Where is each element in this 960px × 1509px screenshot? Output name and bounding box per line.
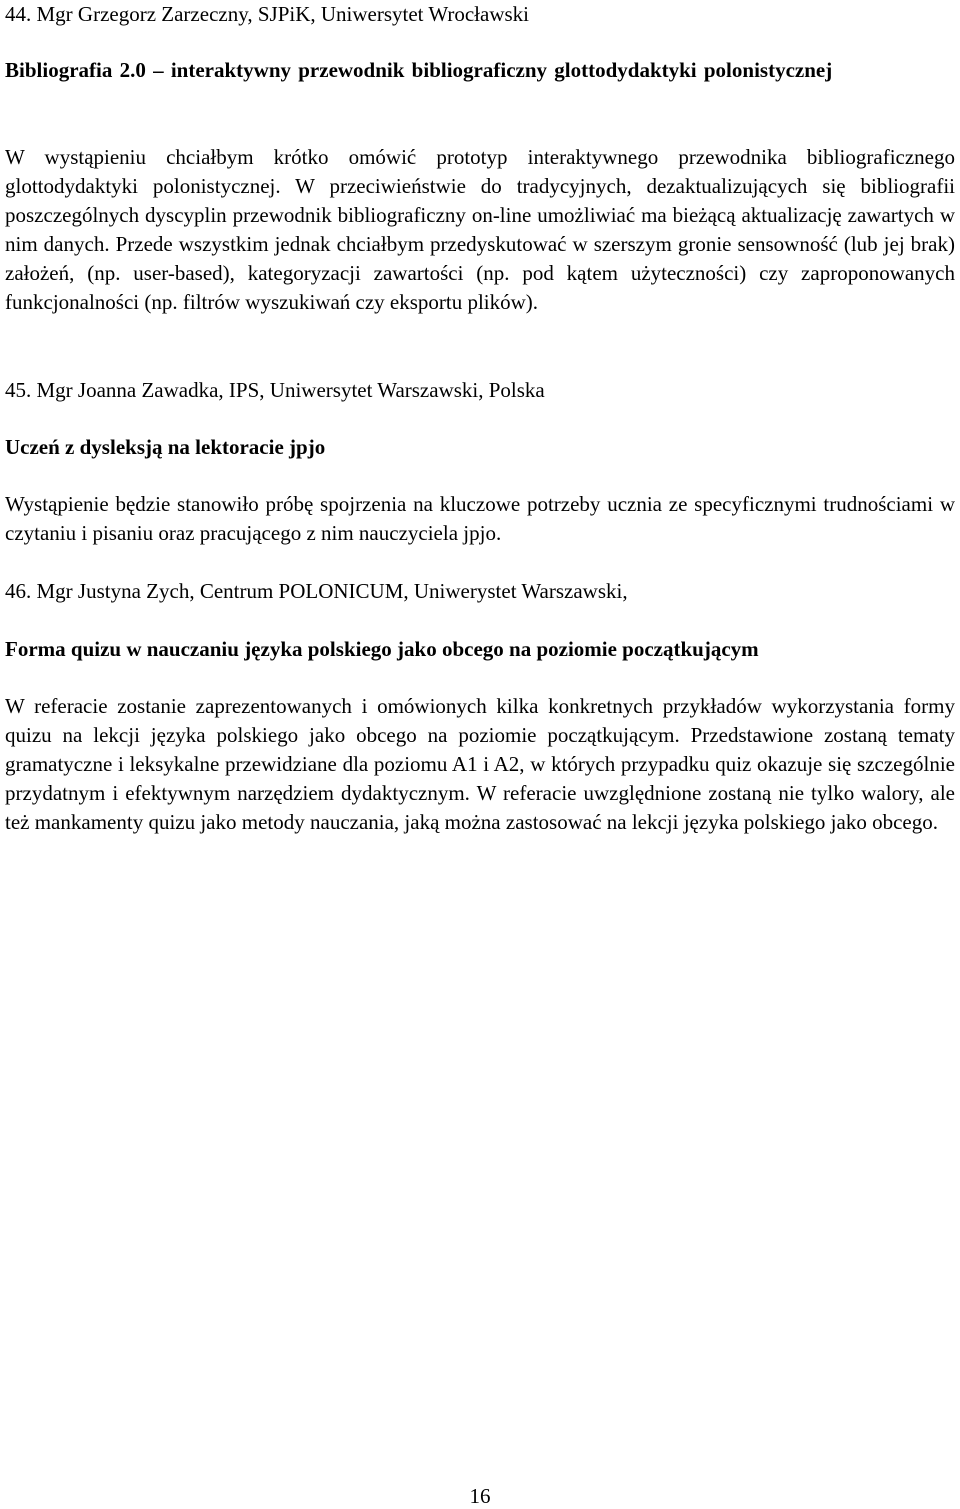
entry-44-author: 44. Mgr Grzegorz Zarzeczny, SJPiK, Uniwersytet Wrocławski [5, 2, 530, 26]
page-number: 16 [469, 1484, 491, 1508]
entry-44-title: Bibliografia 2.0 – interaktywny przewodnik bibliograficzny glottodydaktyki polonistycznej [5, 58, 833, 82]
entry-46-title: Forma quizu w nauczaniu języka polskiego jako obcego na poziomie początkującym [5, 637, 759, 661]
entry-45-author: 45. Mgr Joanna Zawadka, IPS, Uniwersytet Warszawski, Polska [5, 378, 545, 402]
entry-44-abstract: W wystąpieniu chciałbym krótko omówić prototyp interaktywnego przewodnika bibliograficznego glottodydaktyki polonistycznej. W przeciwieństwie do tradycyjnych, dezaktualizujących się bibliografii poszczególnych dyscyplin przewodnik bibliograficzny on-line umożliwiać ma bieżącą aktualizację zawartych w nim danych. Przede wszystkim jednak chciałbym przedyskutować w szerszym gronie sensowność (lub jej brak) założeń, (np. user-based), kategoryzacji zawartości (np. pod kątem użyteczności) czy zaproponowanych funkcjonalności (np. filtrów wyszukiwań czy eksportu plików). [5, 145, 955, 314]
entry-45-abstract: Wystąpienie będzie stanowiło próbę spojrzenia na kluczowe potrzeby ucznia ze specyficznymi trudnościami w czytaniu i pisaniu oraz pracującego z nim nauczyciela jpjo. [5, 492, 955, 545]
entry-46-abstract: W referacie zostanie zaprezentowanych i omówionych kilka konkretnych przykładów wykorzystania formy quizu na lekcji języka polskiego jako obcego na poziomie początkującym. Przedstawione zostaną tematy gramatyczne i leksykalne przewidziane dla poziomu A1 i A2, w których przypadku quiz okazuje się szczególnie przydatnym i efektywnym narzędziem dydaktycznym. W referacie uwzględnione zostaną nie tylko walory, ale też mankamenty quizu jako metody nauczania, jaką można zastosować na lekcji języka polskiego jako obcego. [5, 694, 955, 834]
entry-45-title: Uczeń z dysleksją na lektoracie jpjo [5, 435, 326, 459]
entry-46-author: 46. Mgr Justyna Zych, Centrum POLONICUM, Uniwerystet Warszawski, [5, 579, 628, 603]
